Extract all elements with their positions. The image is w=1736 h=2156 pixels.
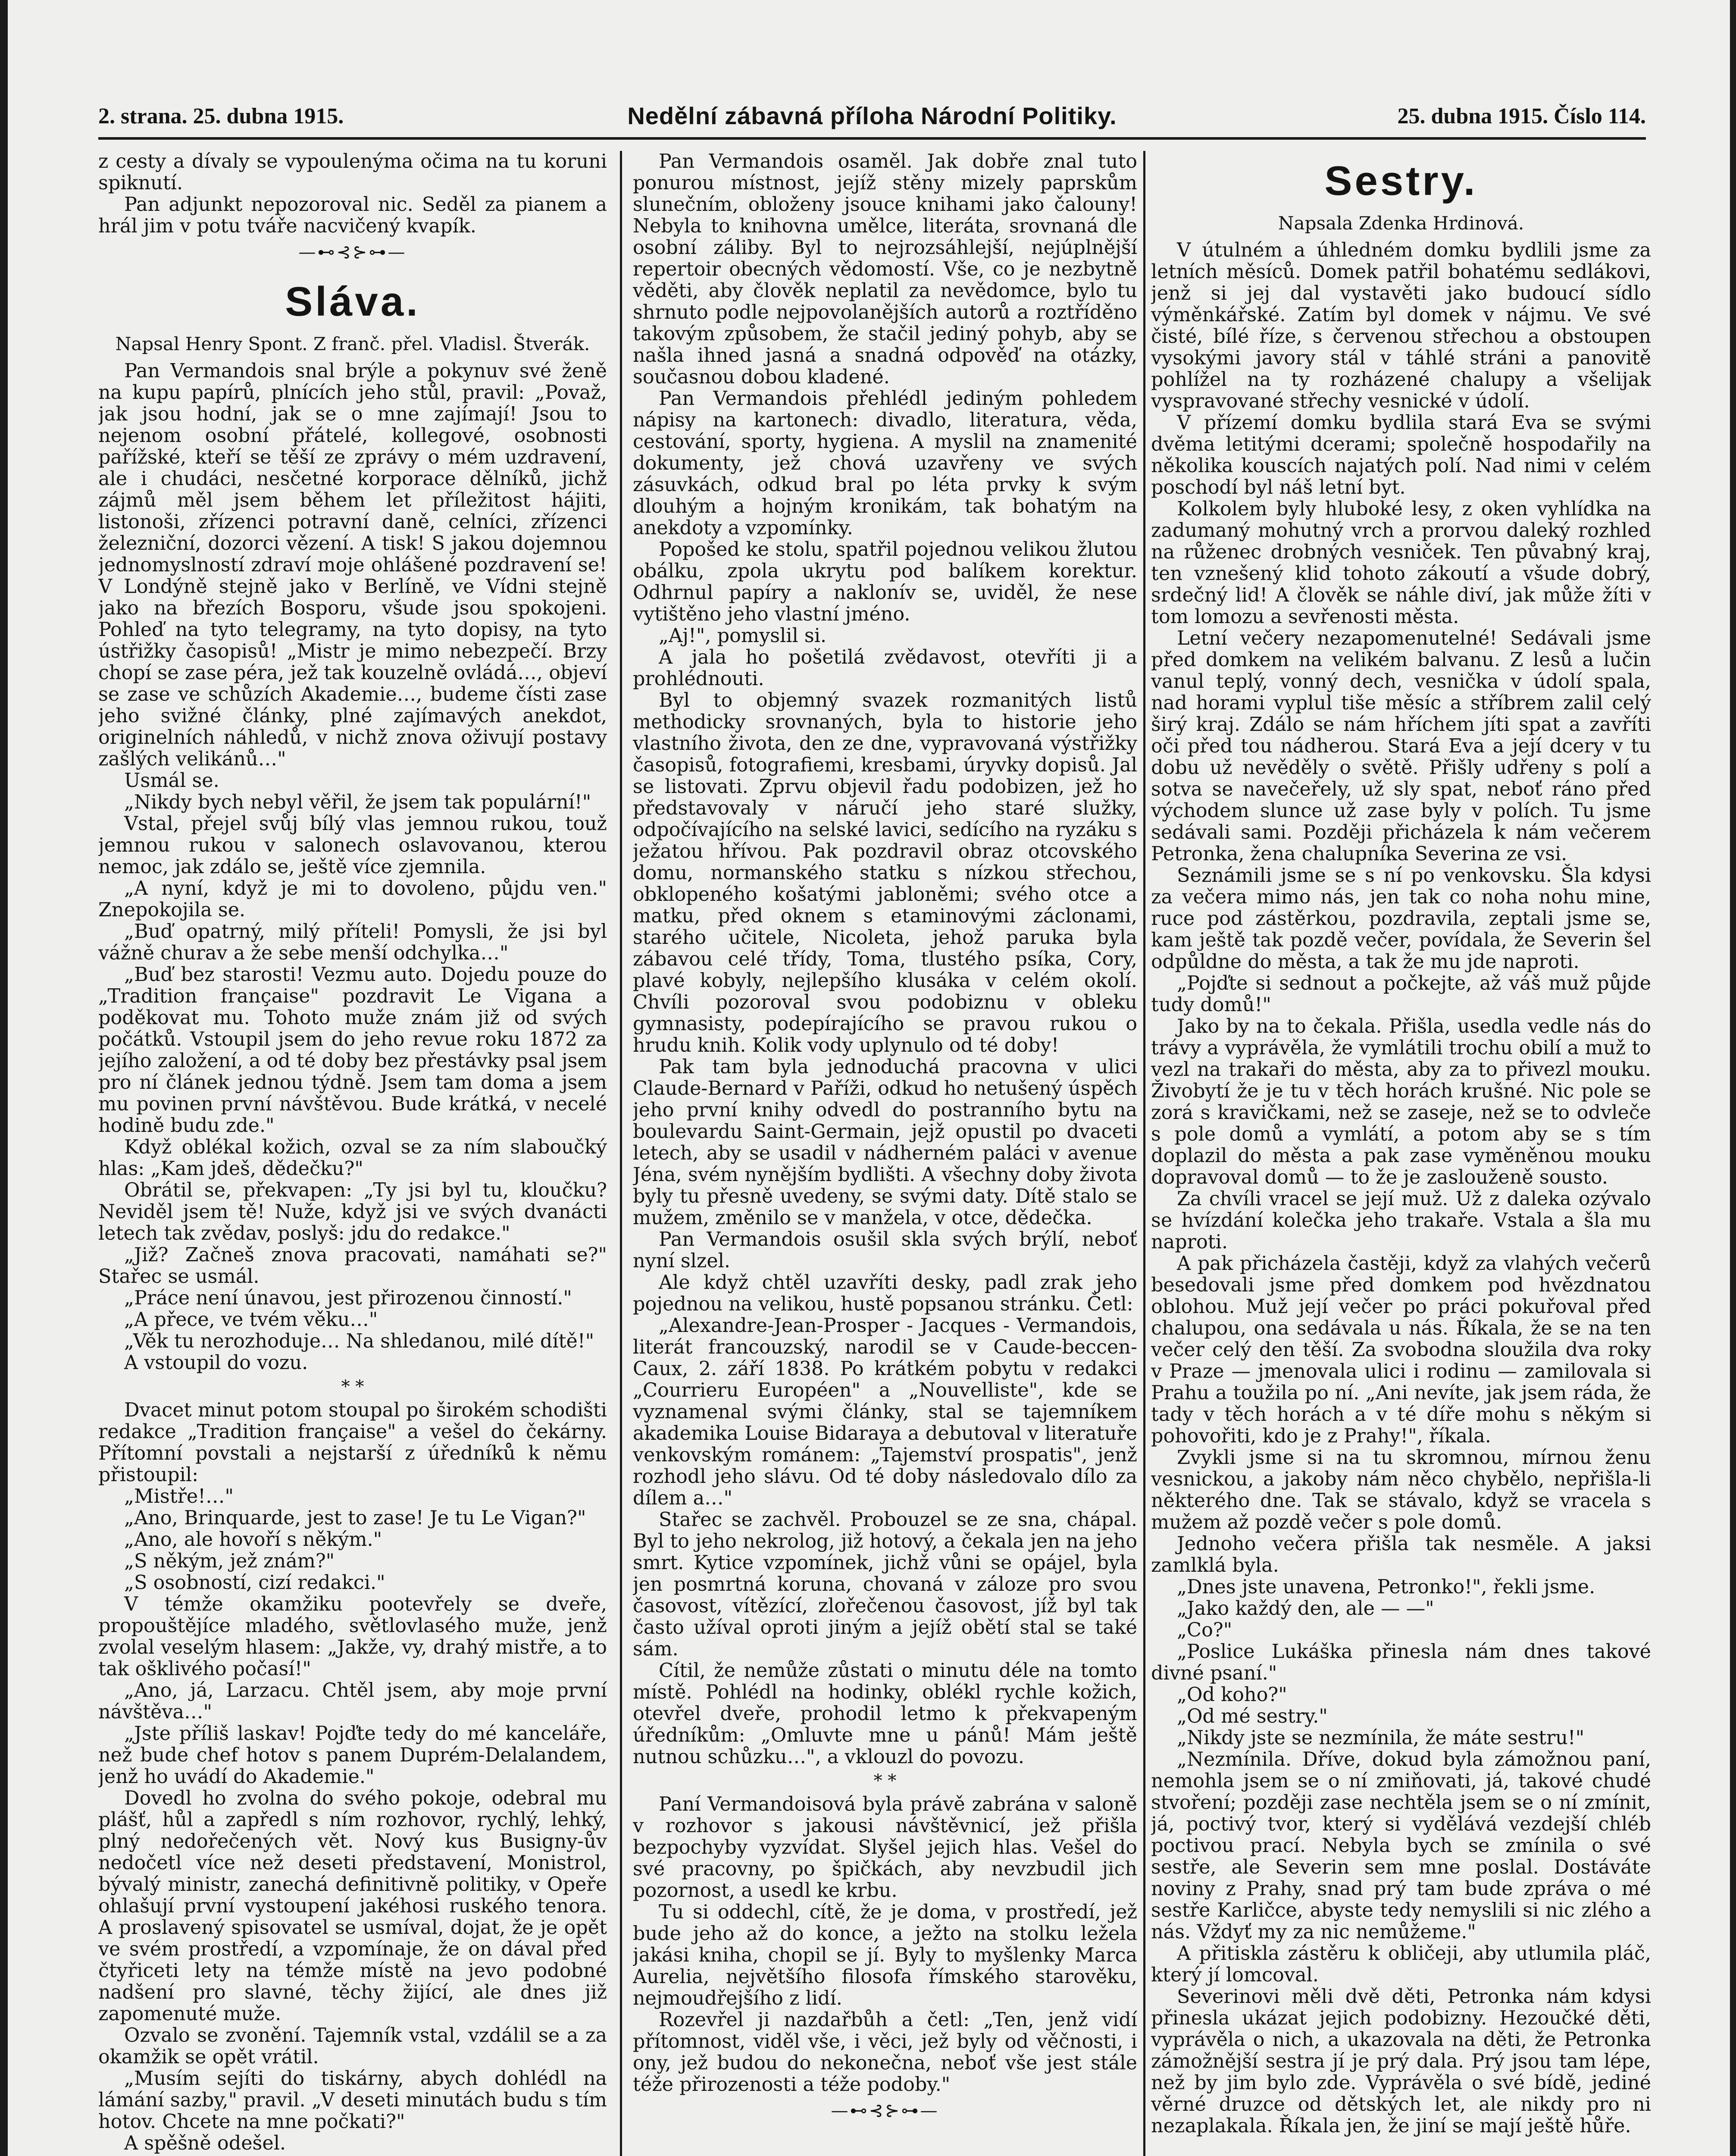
column-divider [1143, 151, 1145, 2156]
paragraph: „Věk tu nerozhoduje… Na shledanou, milé dítě!" [124, 1330, 594, 1352]
paragraph: V témže okamžiku pootevřely se dveře, propouštějíce mladého, světlovlasého muže, jenž zvolal veselým hlasem: „Jakže, vy, drahý mistře, a to tak ošklivého počasí!" [98, 1593, 607, 1680]
paragraph: Rozevřel ji nazdařbůh a četl: „Ten, jenž vidí přítomnost, viděl vše, i věci, jež byly od věčnosti, i ony, jež budou do nekonečna, neboť vše jest stále téže přirozenosti a téže podoby." [633, 2009, 1137, 2096]
story-title-slava: Sláva. [285, 279, 420, 325]
paragraph: „Již? Začneš znova pracovati, namáhati se?" Stařec se usmál. [98, 1244, 607, 1288]
paragraph: Ale když chtěl uzavříti desky, padl zrak jeho pojednou na velikou, hustě popsanou stránku. Četl: [633, 1272, 1137, 1315]
paragraph: Jednoho večera přišla tak nesměle. A jaksi zamlklá byla. [1151, 1533, 1651, 1576]
paragraph: „Nezmínila. Dříve, dokud byla zámožnou paní, nemohla jsem se o ní zmiňovati, já, takové chudé stvoření; později zase nechtěla jsem se o ní zmínit, já, poctivý tvor, který si vydělává vezdejší chléb poctivou prací. Nebyla bych se zmínila o své sestře, ale Severin sem mne poslal. Dostáváte noviny z Prahy, snad prý tam bude zpráva o mé sestře Karličce, abyste tedy nemyslili si nic zlého a nás. Vždyť my za nic nemůžeme." [1151, 1749, 1651, 1943]
page-header [98, 100, 1646, 139]
scan-border-right [1730, 0, 1736, 2156]
paragraph: „Ano, Brinquarde, jest to zase! Je tu Le Vigan?" [124, 1507, 586, 1529]
column-divider [620, 151, 622, 2156]
header-date-issue: 25. dubna 1915. Číslo 114. [1397, 104, 1646, 128]
paragraph: Pan Vermandois přehlédl jediným pohledem nápisy na kartonech: divadlo, literatura, věda, cestování, sporty, hygiena. A myslil na znamenité dokumenty, jež chová uzavřeny ve svých zásuvkách, odkud bral po léta prvky k svým dlouhým a hojným kronikám, tak bohatým na anekdoty a vzpomínky. [633, 388, 1137, 539]
paragraph: „Mistře!…" [124, 1485, 234, 1507]
paragraph: Pan Vermandois snal brýle a pokynuv své ženě na kupu papírů, plnících jeho stůl, pravil: „Považ, jak jsou hodní, jak se o mne zajímají! Jsou to nejenom osobní přátelé, kollegové, osobnosti pařížské, kteří se těší ze zprávy o mém uzdravení, ale i chudáci, nesčetné korporace dělníků, jichž zájmů měl jsem během let příležitost hájiti, listonoši, zřízenci potravní daně, celníci, zřízenci železniční, dozorci vězení. A tisk! S jakou dojemnou jednomyslností zdraví moje ohlášené pozdravení se! V Londýně stejně jako v Berlíně, ve Vídni stejně jako na březích Bosporu, všude jsou spokojeni. Pohleď na tyto telegramy, na tyto dopisy, na tyto ústřižky časopisů! „Mistr je mimo nebezpečí. Brzy chopí se zase péra, jež tak kouzelně ovládá…, objeví se zase ve schůzích Akademie…, budeme čísti zase jeho svižné články, plné zajímavých anekdot, originelních náhledů, v nichž znova oživují postavy zašlých velikánů…" [98, 360, 607, 770]
paragraph: „Ano, ale hovoří s někým." [124, 1529, 382, 1551]
paragraph: Severinovi měli dvě děti, Petronka nám kdysi přinesla ukázat jejich podobizny. Hezoučké děti, vyprávěla o nich, a ukazovala na děti, že Petronka zámožnější sestra jí je prý dala. Prý jsou tam lépe, než by jim bylo zde. Vyprávěla o své bídě, jediné věrné druzce od dětských let, ale nikdy pro ni nezaplakala. Říkala jen, že jiní se mají ještě hůře. [1151, 1986, 1651, 2137]
paragraph: Usmál se. [124, 770, 219, 792]
column-1 [98, 151, 607, 2156]
ornament-divider: —⊷⊰⊱⊶— [298, 242, 407, 262]
paragraph: „Co?" [1177, 1619, 1232, 1641]
paragraph: Pan Vermandois osušil skla svých brýlí, neboť nyní slzel. [633, 1228, 1137, 1272]
paragraph: Zvykli jsme si na tu skromnou, mírnou ženu vesnickou, a jakoby nám něco chybělo, nepřišla-li některého dne. Tak se stávalo, když se vracela s mužem až pozdě večer s pole domů. [1151, 1447, 1651, 1533]
paragraph: „Aj!", pomyslil si. [659, 625, 827, 647]
paragraph: z cesty a dívaly se vypoulenýma očima na tu koruni spiknutí. [98, 151, 607, 194]
paragraph: A jala ho pošetilá zvědavost, otevříti ji a prohlédnouti. [633, 646, 1137, 690]
paragraph: Dovedl ho zvolna do svého pokoje, odebral mu plášť, hůl a zapředl s ním rozhovor, rychlý, lehký, plný nedořečených vět. Nový kus Busigny-ův nedočetl více než deseti představení, Monistrol, bývalý ministr, zanechá definitivně politiky, v Opeře ohlašují první vystoupení jakéhosi ruského tenora. A proslavený spisovatel se usmíval, dojat, že je opět ve svém prostředí, a vzpomínaje, že on dával před čtyřiceti lety na témže místě na jevo podobné nadšení pro slavné, těchy žijící, ale dnes již zapomenuté muže. [98, 1787, 607, 2025]
paragraph: „Jste příliš laskav! Pojďte tedy do mé kanceláře, než bude chef hotov s panem Duprém-Delalandem, jenž ho uvádí do Akademie." [98, 1723, 607, 1788]
paragraph: „Buď bez starosti! Vezmu auto. Dojedu pouze do „Tradition française" pozdravit Le Vigana a poděkovat mu. Tohoto muže znám již od svých počátků. Vstoupil jsem do jeho revue roku 1872 za jejího založení, a od té doby bez přestávky psal jsem pro ní článek jednou týdně. Jsem tam doma a jsem mu povinen první návštěvou. Bude krátká, v necelé hodině budu zde." [98, 964, 607, 1137]
paragraph: Pak tam byla jednoduchá pracovna v ulici Claude-Bernard v Paříži, odkud ho netušený úspěch jeho první knihy odvedl do postranního bytu na boulevardu Saint-Germain, jejž opustil po dvaceti letech, aby se usadil v nádherném paláci v avenue Jéna, svém nynějším bydlišti. A všechny doby života byly tu přesně uvedeny, se svými daty. Dítě stalo se mužem, změnilo se v manžela, v otce, dědečka. [633, 1056, 1137, 1229]
paragraph: A vstoupil do vozu. [124, 1352, 308, 1374]
paragraph: Dvacet minut potom stoupal po širokém schodišti redakce „Tradition française" a vešel do čekárny. Přítomní povstali a nejstarší z úředníků k němu přistoupil: [98, 1399, 607, 1486]
header-date-left: 2. strana. 25. dubna 1915. [98, 104, 344, 128]
paragraph: Obrátil se, překvapen: „Ty jsi byl tu, kloučku? Neviděl jsem tě! Nuže, když jsi ve svých dvanácti letech tak zvědav, poslyš: jdu do redakce." [98, 1179, 607, 1244]
paragraph: „A nyní, když je mi to dovoleno, půjdu ven." Znepokojila se. [98, 877, 607, 921]
paragraph: „Buď opatrný, milý příteli! Pomysli, že jsi byl vážně churav a že sebe menší odchylka…" [98, 921, 607, 964]
paragraph: „Od koho?" [1177, 1684, 1287, 1706]
paragraph: „Jako každý den, ale — —" [1177, 1598, 1434, 1620]
paragraph: Tu si oddechl, cítě, že je doma, v prostředí, jež bude jeho až do konce, a ježto na stolku ležela jakási kniha, chopil se jí. Byly to myšlenky Marca Aurelia, největšího filosofa římského starověku, nejmoudřejšího z lidí. [633, 1901, 1137, 2009]
paragraph: „Práce není únavou, jest přirozenou činností." [124, 1287, 572, 1309]
paragraph: V přízemí domku bydlila stará Eva se svými dvěma letitými dcerami; společně hospodařily na několika kouscích najatých polí. Nad nimi v celém poschodí byl náš letní byt. [1151, 412, 1651, 498]
paragraph: A pak přicházela častěji, když za vlahých večerů besedovali jsme před domkem pod hvězdnatou oblohou. Muž její večer po práci pokuřoval před chalupou, ona sedávala u nás. Říkala, že se na ten večer celý den těší. Za svobodna sloužila dva roky v Praze — jmenovala ulici i rodinu — zamilovala si Prahu a toužila po ní. „Ani nevíte, jak jsem ráda, že tady v těch horách a v té díře mohu s někým si pohovořiti, kdo je z Prahy!", říkala. [1151, 1253, 1651, 1447]
paragraph: V útulném a úhledném domku bydlili jsme za letních měsíců. Domek patřil bohatému sedlákovi, jenž si jej dal vystavěti jako budoucí sídlo výměnkářské. Zatím byl domek v nájmu. Ve své čisté, bílé říze, s červenou střechou a obstoupen vysokými javory stál v táhlé stráni a panovitě pohlížel na ty rozházené chalupy a všelijak vyspravované střechy vesnické v údolí. [1151, 239, 1651, 412]
header-rule [98, 137, 1646, 140]
paragraph: A spěšně odešel. [124, 2132, 286, 2154]
paragraph: Vstal, přejel svůj bílý vlas jemnou rukou, touž jemnou rukou v salonech oslavovanou, kterou nemoc, jak zdálo se, ještě více zjemnila. [98, 813, 607, 878]
paragraph: Pan adjunkt nepozoroval nic. Seděl za pianem a hrál jim v potu tváře nacvičený kvapík. [98, 194, 607, 237]
story-body-part2 [98, 1400, 607, 2154]
paragraph: „Ano, já, Larzacu. Chtěl jsem, aby moje první návštěva…" [98, 1680, 607, 1723]
paragraph: „Nikdy bych nebyl věřil, že jsem tak populární!" [124, 791, 591, 813]
story-byline: Napsala Zdenka Hrdinová. [1278, 213, 1524, 234]
paragraph: Jako by na to čekala. Přišla, usedla vedle nás do trávy a vyprávěla, že vymlátili trochu obilí a muž to vezl na trakaři do města, aby za to přivezl mouku. Živobytí že je tu v těch horách krušné. Nic pole se zorá s kravičkami, než se zaseje, než se to odvleče s pole domů a vymlátí, a potom aby se s tím doplazil do města a pak zase vyměněnou mouku dopravoval domů — to že je zaslouženě sousto. [1151, 1015, 1651, 1188]
story-body [98, 360, 607, 1374]
story-byline: Napsal Henry Spont. Z franč. přel. Vladisl. Štverák. [115, 333, 590, 354]
paragraph: „S někým, jež znám?" [124, 1550, 335, 1572]
paragraph: Byl to objemný svazek rozmanitých listů methodicky srovnaných, byla to historie jeho vlastního života, den ze dne, vypravovaná výstřižky časopisů, fotografiemi, kresbami, úryvky dopisů. Jal se listovati. Zprvu objevil řadu podobizen, jež ho představovaly v náručí jeho staré služky, odpočívajícího na selské lavici, sedícího na ryzáku s ježatou hřívou. Pak pozdravil obraz otcovského domu, normanského statku s nízkou střechou, obklopeného košatými jabloněmi; svého otce a matku, před oknem s etaminovými záclonami, starého učitele, Nicoleta, jehož paruka byla zábavou celé třídy, Toma, tlustého psíka, Cory, plavé kobyly, nejlepšího klusáka v celém okolí. Chvíli pozoroval svou podobiznu v obleku gymnasisty, podepírajícího se pravou rukou o hrudu knih. Kolik vody uplynulo od té doby! [633, 689, 1137, 1056]
header-publication-title: Nedělní zábavná příloha Národní Politiky. [627, 102, 1117, 129]
section-stars [98, 2154, 607, 2156]
paragraph: Když oblékal kožich, ozval se za ním slaboučký hlas: „Kam jdeš, dědečku?" [98, 1136, 607, 1180]
paragraph: Pan Vermandois osaměl. Jak dobře znal tuto ponurou místnost, jejíž stěny mizely paprskům slunečním, obloženy jsouce knihami jako čalouny! Nebyla to knihovna umělce, literáta, srovnaná dle osobní záliby. Byl to nejrozsáhlejší, nejúplnější repertoir obecných vědomostí. Vše, co je nezbytně věděti, aby člověk neplatil za nevědomce, bylo tu shrnuto podle nejpovolanějších autorů a roztříděno takovým způsobem, že stačil jediný pohyb, aby se našla ihned jasná a snadná odpověď na otázky, současnou dobou kladené. [633, 151, 1137, 388]
paragraph: „Nikdy jste se nezmínila, že máte sestru!" [1177, 1727, 1585, 1749]
paragraph: Ozvalo se zvonění. Tajemník vstal, vzdálil se a za okamžik se opět vrátil. [98, 2024, 607, 2068]
paragraph: „A přece, ve tvém věku…" [124, 1309, 378, 1331]
story-title-sestry: Sestry. [1324, 158, 1478, 204]
paragraph: „Musím sejíti do tiskárny, abych dohlédl na lámání sazby," pravil. „V deseti minutách budu s tím hotov. Chcete na mne počkati?" [98, 2068, 607, 2133]
section-stars: * * [873, 1771, 897, 1791]
paragraph: Popošed ke stolu, spatřil pojednou velikou žlutou obálku, zpola ukrytu pod balíkem korektur. Odhrnul papíry a naklonív se, uviděl, že nese vytištěno jeho vlastní jméno. [633, 539, 1137, 625]
paragraph: Za chvíli vracel se její muž. Už z daleka ozývalo se hvízdání kolečka jeho trakaře. Vstala a šla mu naproti. [1151, 1188, 1651, 1253]
paragraph: „S osobností, cizí redakci." [124, 1572, 385, 1594]
paragraph: Letní večery nezapomenutelné! Sedávali jsme před domkem na velikém balvanu. Z lesů a lučin vanul teplý, vonný dech, vesnička v údolí spala, nad horami vyplul tiše měsíc a stříbrem zalil celý širý kraj. Zdálo se nám hříchem jíti spat a zavříti oči před tou nádherou. Stará Eva a její dcery v tu dobu už nevěděly o světě. Přišly udřeny s polí a sotva se navečeřely, už sly spat, neboť ráno před východem slunce už zase byly v polích. Tu jsme sedávali sami. Později přicházela k nám večerem Petronka, žena chalupníka Severina ze vsi. [1151, 627, 1651, 865]
paragraph: „Od mé sestry." [1177, 1705, 1328, 1727]
paragraph: Stařec se zachvěl. Probouzel se ze sna, chápal. Byl to jeho nekrolog, již hotový, a čekala jen na jeho smrt. Kytice vzpomínek, jichž vůni se opájel, byla jen posmrtná koruna, chovaná v záloze pro svou časovost, vítězící, zlořečenou časovost, jíž byl tak často užíval oproti jiným a jejíž obětí stal se také sám. [633, 1509, 1137, 1660]
paragraph: Seznámili jsme se s ní po venkovsku. Šla kdysi za večera mimo nás, jen tak co noha nohu mine, ruce pod zástěrkou, pozdravila, zeptali jsme se, kam ještě tak pozdě večer, povídala, že Severin šel odpůldne do města, a tak že mu jde naproti. [1151, 865, 1651, 973]
scan-border-left [0, 0, 8, 2156]
paragraph: „Alexandre-Jean-Prosper - Jacques - Vermandois, literát francouzský, narodil se v Caude-beccen-Caux, 2. září 1838. Po krátkém pobytu v redakci „Courrieru Européen" a „Nouvelliste", kde se vyznamenal svými články, stal se tajemníkem akademika Louise Bidaraya a debutoval v literatuře venkovským románem: „Tajemství prospatis", jenž rozhodl jeho slávu. Od té doby následovalo dílo za dílem a…" [633, 1315, 1137, 1509]
paragraph: „Poslice Lukáška přinesla nám dnes takové divné psaní." [1151, 1641, 1651, 1684]
ornament-divider: —⊷⊰⊱⊶— [831, 2101, 939, 2121]
paragraph: „Pojďte si sednout a počkejte, až váš muž půjde tudy domů!" [1151, 972, 1651, 1016]
paragraph: Cítil, že nemůže zůstati o minutu déle na tomto místě. Pohlédl na hodinky, oblékl rychle kožich, otevřel dveře, prohodil letmo k překvapeným úředníkům: „Omluvte mne u pánů! Mám ještě nutnou schůzku…", a vklouzl do povozu. [633, 1660, 1137, 1768]
section-stars: * * [341, 1377, 364, 1397]
paragraph: A přitiskla zástěru k obličeji, aby utlumila pláč, který jí lomcoval. [1151, 1943, 1651, 1986]
column-3 [1151, 151, 1651, 2156]
paragraph: Kolkolem byly hluboké lesy, z oken vyhlídka na zadumaný mohutný vrch a prorvou daleký rozhled na růženec drobných vesniček. Ten půvabný kraj, ten vznešený klid tohoto zákoutí a všude dobrý, srdečný lid! A člověk se náhle diví, jak může žíti v tom lomozu a sevřenosti města. [1151, 498, 1651, 628]
column-2 [633, 151, 1137, 2156]
paragraph: Paní Vermandoisová byla právě zabrána v saloně v rozhovor s jakousi návštěvnicí, jež přišla bezpochyby vyzvídat. Slyšel jejich hlas. Vešel do své pracovny, po špičkách, aby nevzbudil jich pozornost, a usedl ke krbu. [633, 1793, 1137, 1902]
paragraph: „Dnes jste unavena, Petronko!", řekli jsme. [1177, 1576, 1595, 1598]
